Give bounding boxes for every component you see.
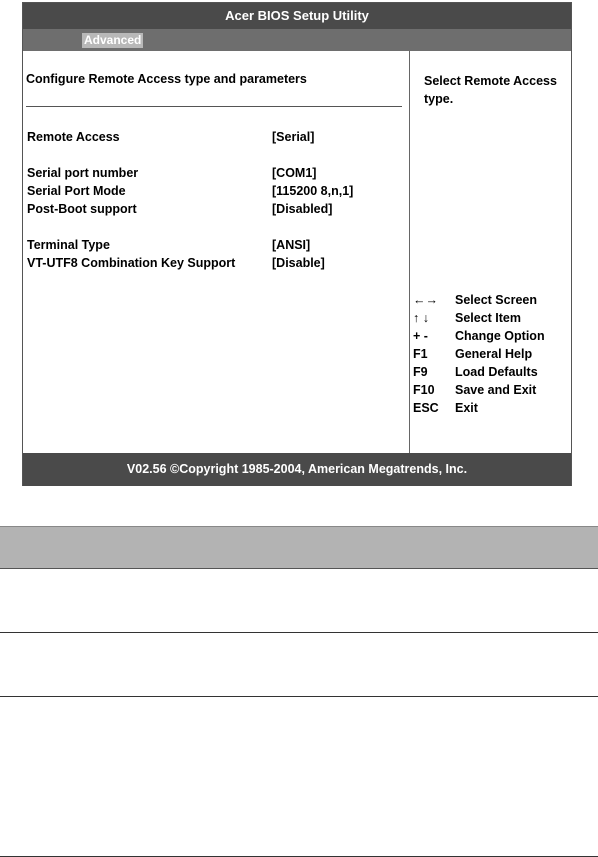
tab-advanced[interactable]: Advanced: [84, 33, 142, 47]
key-row-save-exit: [413, 381, 568, 399]
heading-divider: [26, 106, 402, 107]
key-desc: Save and Exit: [455, 383, 537, 397]
setting-label: Remote Access: [27, 130, 120, 144]
key-desc: Change Option: [455, 329, 545, 343]
key-desc: Exit: [455, 401, 478, 415]
setting-label: VT-UTF8 Combination Key Support: [27, 256, 236, 270]
help-text: Select Remote Access type.: [424, 74, 557, 106]
setting-label: Terminal Type: [27, 238, 110, 252]
setting-post-boot-support[interactable]: [27, 200, 405, 218]
bios-title: Acer BIOS Setup Utility: [23, 3, 571, 29]
key-row-change-option: [413, 327, 568, 345]
panel-heading: Configure Remote Access type and parameters: [26, 72, 307, 86]
key-label: ESC: [413, 401, 439, 415]
up-down-arrows-icon: ↑ ↓: [413, 311, 429, 325]
key-row-exit: [413, 399, 568, 417]
setting-value[interactable]: [COM1]: [272, 166, 317, 180]
key-desc: Load Defaults: [455, 365, 538, 379]
setting-label: Serial port number: [27, 166, 139, 180]
key-label: F10: [413, 383, 435, 397]
key-label: F1: [413, 347, 428, 361]
settings-panel: [23, 51, 409, 453]
key-label: + -: [413, 329, 428, 343]
key-desc: Select Screen: [455, 293, 537, 307]
table-header: [0, 526, 598, 569]
key-label: F9: [413, 365, 428, 379]
setting-serial-port-number[interactable]: [27, 164, 405, 182]
key-desc: General Help: [455, 347, 533, 361]
setting-value[interactable]: [Disable]: [272, 256, 325, 270]
help-panel: [410, 51, 571, 453]
table-row-divider: [0, 696, 598, 697]
setting-remote-access[interactable]: [27, 128, 405, 146]
setting-vt-utf8-key-support[interactable]: [27, 254, 405, 272]
key-legend: [413, 291, 568, 417]
copyright-footer: V02.56 ©Copyright 1985-2004, American Megatrends, Inc.: [23, 453, 571, 486]
key-row-general-help: [413, 345, 568, 363]
key-row-load-defaults: [413, 363, 568, 381]
setting-terminal-type[interactable]: [27, 236, 405, 254]
left-right-arrows-icon: ←→: [413, 293, 438, 307]
key-row-select-screen: [413, 291, 568, 309]
setting-value[interactable]: [ANSI]: [272, 238, 311, 252]
setting-value[interactable]: [Disabled]: [272, 202, 333, 216]
key-desc: Select Item: [455, 311, 522, 325]
setting-label: Serial Port Mode: [27, 184, 126, 198]
menu-bar: [23, 29, 571, 51]
key-row-select-item: [413, 309, 568, 327]
bios-window: [22, 2, 572, 486]
table-row-divider: [0, 632, 598, 633]
setting-value[interactable]: [Serial]: [272, 130, 315, 144]
setting-value[interactable]: [115200 8,n,1]: [272, 184, 354, 198]
setting-serial-port-mode[interactable]: [27, 182, 405, 200]
setting-label: Post-Boot support: [27, 202, 137, 216]
